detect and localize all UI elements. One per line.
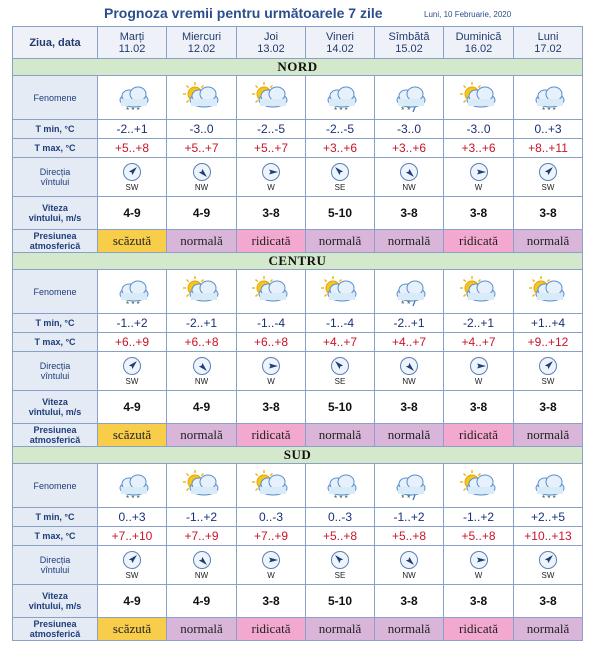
day-date: 17.02 <box>534 42 562 55</box>
tmax-value: +6..+9 <box>98 333 167 352</box>
pressure-value: normală <box>375 618 444 641</box>
svg-text:* * *: * * * <box>126 299 140 308</box>
wind-speed-value: 3-8 <box>375 585 444 618</box>
tmax-value: +8..+11 <box>514 139 583 158</box>
wind-direction-label-text: Direcția <box>39 361 71 371</box>
tmax-value: +5..+7 <box>237 139 306 158</box>
pressure-value: normală <box>167 230 237 253</box>
wind-direction-row <box>13 158 583 197</box>
region-name: CENTRU <box>13 253 583 270</box>
wind-speed-label <box>13 585 98 618</box>
pressure-value: normală <box>167 618 237 641</box>
pressure-row <box>13 618 583 641</box>
wind-direction-cell <box>375 546 444 585</box>
sun-cloud-icon <box>167 270 237 314</box>
sun-cloud-icon <box>444 464 514 508</box>
tmax-value: +5..+8 <box>98 139 167 158</box>
day-header <box>237 27 306 59</box>
sun-cloud-icon <box>444 270 514 314</box>
tmax-value: +10..+13 <box>514 527 583 546</box>
tmin-value: 0..-3 <box>306 508 375 527</box>
wind-direction-cell <box>514 352 583 391</box>
wind-speed-value: 3-8 <box>237 391 306 424</box>
wind-speed-value: 4-9 <box>167 585 237 618</box>
phenomena-row <box>13 464 583 508</box>
tmax-label-text: T max, °C <box>34 531 76 541</box>
compass-icon <box>538 550 558 570</box>
wind-direction-cell <box>444 158 514 197</box>
cloud-sleet-icon <box>375 464 444 508</box>
tmax-row <box>13 139 583 158</box>
tmax-label <box>13 527 98 546</box>
tmax-value: +6..+8 <box>167 333 237 352</box>
wind-direction-value: W <box>267 571 275 580</box>
wind-direction-value: W <box>267 377 275 386</box>
wind-direction-value: SW <box>541 377 555 386</box>
svg-text:* * *: * * * <box>126 105 140 114</box>
tmin-label-text: T min, °C <box>35 318 75 328</box>
compass-icon <box>399 550 419 570</box>
compass-icon <box>261 162 281 182</box>
wind-direction-value: W <box>267 183 275 192</box>
tmax-label <box>13 333 98 352</box>
day-header <box>306 27 375 59</box>
svg-text:* * *: * * * <box>334 493 348 502</box>
wind-direction-cell <box>375 158 444 197</box>
wind-speed-label <box>13 391 98 424</box>
day-name: Miercuri <box>181 30 222 43</box>
compass-icon <box>399 356 419 376</box>
pressure-label <box>13 424 98 447</box>
tmin-label-text: T min, °C <box>35 512 75 522</box>
svg-text:* *: * * <box>401 104 411 114</box>
sun-cloud-icon <box>237 270 306 314</box>
wind-speed-value: 3-8 <box>375 391 444 424</box>
cloud-sleet-icon <box>375 76 444 120</box>
day-name: Sîmbătă <box>388 30 430 43</box>
wind-direction-value: SW <box>125 377 139 386</box>
day-date-header: Ziua, data <box>13 27 98 59</box>
cloud-snow-icon <box>306 464 375 508</box>
wind-direction-label-text-2: vîntului <box>40 565 70 575</box>
wind-direction-value: W <box>474 571 483 580</box>
wind-direction-cell <box>167 352 237 391</box>
wind-speed-value: 3-8 <box>444 197 514 230</box>
tmin-value: -1..-4 <box>306 314 375 333</box>
tmax-label-text: T max, °C <box>34 143 76 153</box>
cloud-snow-icon <box>98 464 167 508</box>
pressure-value: ridicată <box>444 230 514 253</box>
svg-text:* *: * * <box>401 298 411 308</box>
tmax-value: +9..+12 <box>514 333 583 352</box>
tmin-label-text: T min, °C <box>35 124 75 134</box>
cloud-snow-icon <box>514 76 583 120</box>
wind-speed-value: 3-8 <box>237 197 306 230</box>
wind-direction-cell <box>514 158 583 197</box>
svg-text:* * *: * * * <box>542 105 556 114</box>
wind-speed-value: 3-8 <box>375 197 444 230</box>
compass-icon <box>122 550 142 570</box>
wind-speed-label-text: Viteza <box>42 591 68 601</box>
pressure-value: normală <box>167 424 237 447</box>
compass-icon <box>469 356 489 376</box>
tmax-value: +7..+9 <box>167 527 237 546</box>
tmax-row <box>13 333 583 352</box>
sun-cloud-icon <box>167 464 237 508</box>
wind-direction-label-text: Direcția <box>39 555 71 565</box>
compass-icon <box>330 550 350 570</box>
wind-direction-cell <box>98 158 167 197</box>
day-name: Duminică <box>455 30 502 43</box>
tmin-row <box>13 314 583 333</box>
phenomena-label <box>13 270 98 314</box>
compass-icon <box>330 356 350 376</box>
tmin-value: -1..-4 <box>237 314 306 333</box>
wind-speed-value: 3-8 <box>514 391 583 424</box>
tmax-value: +4..+7 <box>306 333 375 352</box>
wind-speed-value: 3-8 <box>444 585 514 618</box>
day-date: 14.02 <box>326 42 354 55</box>
phenomena-row <box>13 76 583 120</box>
wind-direction-cell <box>514 546 583 585</box>
compass-icon <box>192 162 212 182</box>
day-header <box>98 27 167 59</box>
wind-speed-label <box>13 197 98 230</box>
phenomena-label-text: Fenomene <box>33 480 77 491</box>
wind-speed-value: 3-8 <box>237 585 306 618</box>
tmin-value: +2..+5 <box>514 508 583 527</box>
tmax-value: +5..+8 <box>306 527 375 546</box>
pressure-label-text: Presiunea <box>33 425 77 435</box>
wind-speed-row <box>13 585 583 618</box>
tmax-value: +6..+8 <box>237 333 306 352</box>
pressure-value: normală <box>375 424 444 447</box>
day-name: Joi <box>263 30 279 43</box>
tmax-value: +5..+7 <box>167 139 237 158</box>
wind-speed-value: 4-9 <box>167 391 237 424</box>
wind-direction-value: W <box>474 183 483 192</box>
phenomena-label <box>13 464 98 508</box>
wind-direction-cell <box>375 352 444 391</box>
tmax-value: +3..+6 <box>444 139 514 158</box>
day-header <box>167 27 237 59</box>
wind-speed-label-text: Viteza <box>42 397 68 407</box>
pressure-value: normală <box>514 230 583 253</box>
wind-direction-value: NW <box>402 377 416 386</box>
tmin-value: -3..0 <box>375 120 444 139</box>
pressure-label <box>13 230 98 253</box>
day-date: 15.02 <box>395 42 423 55</box>
wind-direction-value: SW <box>541 571 555 580</box>
table-header-row <box>13 27 583 59</box>
wind-speed-value: 4-9 <box>98 197 167 230</box>
cloud-snow-icon <box>514 464 583 508</box>
tmin-value: -2..+1 <box>167 314 237 333</box>
tmax-value: +3..+6 <box>375 139 444 158</box>
wind-direction-cell <box>237 158 306 197</box>
wind-speed-row <box>13 391 583 424</box>
compass-icon <box>469 550 489 570</box>
wind-speed-value: 3-8 <box>514 585 583 618</box>
wind-direction-value: NW <box>402 183 416 192</box>
day-date: 11.02 <box>118 42 146 55</box>
tmin-value: -2..+1 <box>98 120 167 139</box>
svg-text:* * *: * * * <box>542 493 556 502</box>
wind-direction-cell <box>306 158 375 197</box>
pressure-label-text: Presiunea <box>33 231 77 241</box>
wind-direction-label <box>13 546 98 585</box>
day-date: 13.02 <box>257 42 285 55</box>
region-name: NORD <box>13 59 583 76</box>
compass-icon <box>330 162 350 182</box>
compass-icon <box>192 356 212 376</box>
pressure-value: ridicată <box>444 424 514 447</box>
wind-direction-value: W <box>474 377 483 386</box>
pressure-value: ridicată <box>237 618 306 641</box>
wind-speed-value: 3-8 <box>444 391 514 424</box>
tmin-value: -2..+1 <box>444 314 514 333</box>
tmin-label <box>13 314 98 333</box>
page-title: Prognoza vremii pentru următoarele 7 zile <box>104 5 383 21</box>
compass-icon <box>261 356 281 376</box>
wind-direction-value: NW <box>194 377 209 386</box>
svg-text:* * *: * * * <box>334 105 348 114</box>
wind-direction-cell <box>444 546 514 585</box>
wind-direction-value: NW <box>194 183 209 192</box>
tmax-value: +4..+7 <box>375 333 444 352</box>
tmax-value: +5..+8 <box>444 527 514 546</box>
sun-cloud-icon <box>237 76 306 120</box>
tmax-row <box>13 527 583 546</box>
compass-icon <box>538 162 558 182</box>
compass-icon <box>192 550 212 570</box>
wind-direction-cell <box>167 158 237 197</box>
compass-icon <box>261 550 281 570</box>
wind-direction-value: SW <box>125 183 139 192</box>
wind-direction-value: SE <box>334 571 346 580</box>
tmax-value: +3..+6 <box>306 139 375 158</box>
wind-direction-cell <box>237 352 306 391</box>
tmax-value: +5..+8 <box>375 527 444 546</box>
pressure-value: scăzută <box>98 424 167 447</box>
pressure-value: normală <box>514 618 583 641</box>
wind-speed-value: 4-9 <box>98 391 167 424</box>
tmin-value: 0..-3 <box>237 508 306 527</box>
pressure-value: normală <box>514 424 583 447</box>
tmin-value: +1..+4 <box>514 314 583 333</box>
compass-icon <box>469 162 489 182</box>
day-name: Luni <box>537 30 559 43</box>
pressure-value: ridicată <box>444 618 514 641</box>
tmin-value: -1..+2 <box>444 508 514 527</box>
pressure-row <box>13 424 583 447</box>
tmin-value: -2..-5 <box>306 120 375 139</box>
pressure-value: ridicată <box>237 424 306 447</box>
wind-direction-label-text-2: vîntului <box>40 371 70 381</box>
pressure-value: scăzută <box>98 618 167 641</box>
wind-direction-row <box>13 352 583 391</box>
tmin-value: 0..+3 <box>514 120 583 139</box>
cloud-snow-icon <box>98 270 167 314</box>
region-name: SUD <box>13 447 583 464</box>
wind-direction-cell <box>444 352 514 391</box>
day-name: Marți <box>119 30 145 43</box>
wind-direction-value: NW <box>402 571 416 580</box>
wind-speed-label-text-2: vîntului, m/s <box>28 601 82 611</box>
compass-icon <box>122 356 142 376</box>
wind-speed-value: 4-9 <box>98 585 167 618</box>
pressure-value: normală <box>306 618 375 641</box>
compass-icon <box>538 356 558 376</box>
pressure-row <box>13 230 583 253</box>
tmin-value: -1..+2 <box>98 314 167 333</box>
wind-direction-label <box>13 352 98 391</box>
forecast-date: Luni, 10 Februarie, 2020 <box>424 10 512 19</box>
pressure-value: ridicată <box>237 230 306 253</box>
svg-text:* *: * * <box>401 492 411 502</box>
wind-speed-value: 5-10 <box>306 391 375 424</box>
day-date: 16.02 <box>464 42 493 55</box>
wind-speed-value: 5-10 <box>306 585 375 618</box>
tmin-value: -2..+1 <box>375 314 444 333</box>
wind-direction-label <box>13 158 98 197</box>
region-row <box>13 253 583 270</box>
day-header <box>375 27 444 59</box>
sun-cloud-icon <box>444 76 514 120</box>
tmin-row <box>13 120 583 139</box>
wind-speed-label-text-2: vîntului, m/s <box>28 407 82 417</box>
wind-direction-value: SW <box>125 571 139 580</box>
wind-direction-cell <box>98 546 167 585</box>
pressure-label <box>13 618 98 641</box>
tmin-value: -3..0 <box>167 120 237 139</box>
pressure-value: normală <box>375 230 444 253</box>
wind-speed-value: 3-8 <box>514 197 583 230</box>
wind-direction-cell <box>237 546 306 585</box>
tmin-value: -1..+2 <box>167 508 237 527</box>
tmax-label <box>13 139 98 158</box>
pressure-value: normală <box>306 230 375 253</box>
tmax-value: +7..+9 <box>237 527 306 546</box>
tmin-row <box>13 508 583 527</box>
compass-icon <box>122 162 142 182</box>
page-header <box>0 0 600 26</box>
phenomena-label <box>13 76 98 120</box>
pressure-label-text: Presiunea <box>33 619 77 629</box>
tmin-label <box>13 508 98 527</box>
day-date: 12.02 <box>187 42 216 55</box>
wind-direction-value: SE <box>334 183 346 192</box>
tmax-label-text: T max, °C <box>34 337 76 347</box>
day-header <box>514 27 583 59</box>
pressure-label-text-2: atmosferică <box>29 241 81 251</box>
pressure-value: normală <box>306 424 375 447</box>
region-row <box>13 447 583 464</box>
wind-speed-label-text: Viteza <box>42 203 68 213</box>
wind-direction-cell <box>167 546 237 585</box>
cloud-snow-icon <box>306 76 375 120</box>
wind-speed-label-text-2: vîntului, m/s <box>28 213 82 223</box>
pressure-label-text-2: atmosferică <box>29 629 81 639</box>
wind-direction-value: SE <box>334 377 346 386</box>
compass-icon <box>399 162 419 182</box>
wind-speed-value: 4-9 <box>167 197 237 230</box>
tmin-value: -1..+2 <box>375 508 444 527</box>
tmin-value: -3..0 <box>444 120 514 139</box>
wind-direction-cell <box>98 352 167 391</box>
day-header <box>444 27 514 59</box>
tmin-label <box>13 120 98 139</box>
phenomena-row <box>13 270 583 314</box>
cloud-snow-icon <box>98 76 167 120</box>
region-row <box>13 59 583 76</box>
wind-direction-cell <box>306 546 375 585</box>
sun-cloud-icon <box>306 270 375 314</box>
wind-speed-value: 5-10 <box>306 197 375 230</box>
wind-direction-value: SW <box>541 183 555 192</box>
tmin-value: -2..-5 <box>237 120 306 139</box>
tmin-value: 0..+3 <box>98 508 167 527</box>
sun-cloud-icon <box>237 464 306 508</box>
forecast-table <box>12 26 583 641</box>
tmax-value: +4..+7 <box>444 333 514 352</box>
wind-direction-cell <box>306 352 375 391</box>
svg-text:* * *: * * * <box>126 493 140 502</box>
pressure-label-text-2: atmosferică <box>29 435 81 445</box>
cloud-sleet-icon <box>375 270 444 314</box>
tmax-value: +7..+10 <box>98 527 167 546</box>
sun-cloud-icon <box>514 270 583 314</box>
wind-direction-label-text: Direcția <box>39 167 71 177</box>
wind-speed-row <box>13 197 583 230</box>
wind-direction-label-text-2: vîntului <box>40 177 70 187</box>
day-name: Vineri <box>326 30 354 43</box>
phenomena-label-text: Fenomene <box>33 92 77 103</box>
wind-direction-value: NW <box>194 571 209 580</box>
pressure-value: scăzută <box>98 230 167 253</box>
wind-direction-row <box>13 546 583 585</box>
phenomena-label-text: Fenomene <box>33 286 77 297</box>
sun-cloud-icon <box>167 76 237 120</box>
